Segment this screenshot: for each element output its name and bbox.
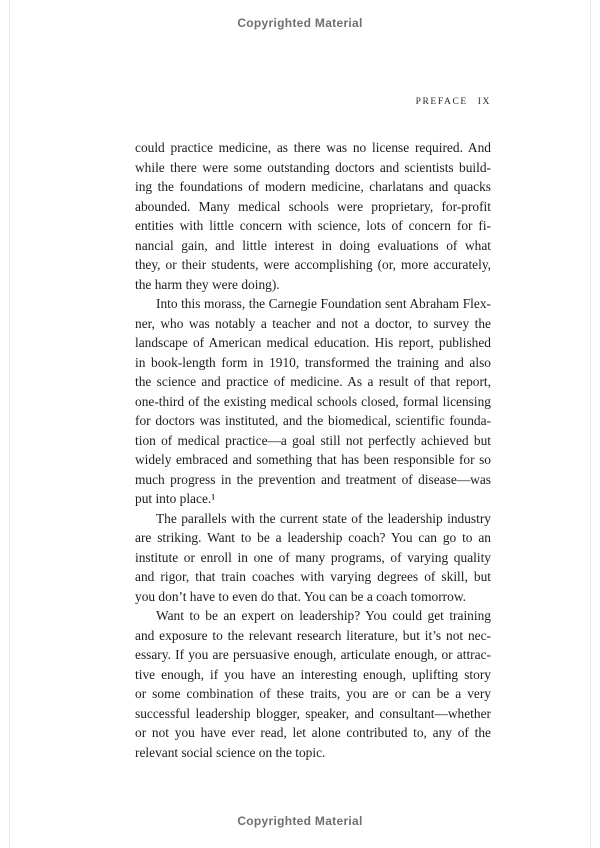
text-line: the harm they were doing).: [135, 276, 280, 292]
text-line: successful leadership blogger, speaker, and consultant—whether: [135, 705, 491, 721]
text-line: tion of medical practice—a goal still not perfectly achieved but: [135, 432, 491, 448]
text-line: and rigor, that train coaches with varying degrees of skill, but: [135, 569, 491, 584]
paragraph: [135, 294, 491, 509]
text-line: ing the foundations of modern medicine, charlatans and quacks: [135, 179, 491, 194]
text-line: they, or their students, were accomplishing (or, more accurately,: [135, 257, 491, 272]
text-line: essary. If you are persuasive enough, articulate enough, or attrac-: [135, 647, 491, 662]
page-edge-right: [590, 0, 591, 848]
paragraph: [135, 509, 491, 607]
text-line: the science and practice of medicine. As a result of that report,: [135, 374, 491, 389]
page-edge-left: [9, 0, 10, 848]
text-line: Into this morass, the Carnegie Foundation sent Abraham Flex-: [156, 296, 491, 311]
text-line: and exposure to the relevant research literature, but it’s not nec-: [135, 627, 491, 643]
text-line: The parallels with the current state of the leadership industry: [156, 510, 491, 526]
paragraph: [135, 138, 491, 294]
text-line: you don’t have to even do that. You can be a coach tomorrow.: [135, 588, 466, 604]
text-line: one-third of the existing medical schools closed, formal licensing: [135, 393, 491, 409]
text-line: are striking. Want to be a leadership coach? You can go to an: [135, 530, 491, 545]
copyright-notice-top: Copyrighted Material: [237, 16, 363, 30]
text-line: abounded. Many medical schools were proprietary, for-profit: [135, 198, 491, 214]
text-line: or not you have ever read, let alone contributed to, any of the: [135, 725, 491, 740]
text-line: could practice medicine, as there was no license required. And: [135, 140, 491, 155]
text-line: landscape of American medical education. His report, published: [135, 335, 491, 350]
text-line: relevant social science on the topic.: [135, 744, 326, 760]
text-line: Want to be an expert on leadership? You could get training: [156, 608, 491, 623]
text-line: institute or enroll in one of many programs, of varying quality: [135, 549, 491, 565]
body-text: [135, 138, 491, 762]
text-line: while there were some outstanding doctors and scientists build-: [135, 159, 491, 175]
text-line: much progress in the prevention and treatment of disease—was: [135, 471, 491, 487]
text-line: tive enough, if you have an interesting enough, uplifting story: [135, 666, 491, 682]
paragraph: [135, 606, 491, 762]
text-line: ner, who was notably a teacher and not a doctor, to survey the: [135, 315, 491, 331]
text-line: put into place.¹: [135, 491, 216, 506]
text-line: widely embraced and something that has been responsible for so: [135, 452, 491, 467]
copyright-notice-bottom: Copyrighted Material: [237, 814, 363, 828]
text-line: or some combination of these traits, you are or can be a very: [135, 686, 491, 701]
text-line: for doctors was instituted, and the biomedical, scientific founda-: [135, 413, 491, 428]
text-line: nancial gain, and little interest in doing evaluations of what: [135, 237, 491, 253]
running-header: PREFACE IX: [415, 97, 491, 107]
text-line: in book-length form in 1910, transformed the training and also: [135, 354, 491, 370]
text-line: entities with little concern with science, lots of concern for fi-: [135, 218, 491, 233]
